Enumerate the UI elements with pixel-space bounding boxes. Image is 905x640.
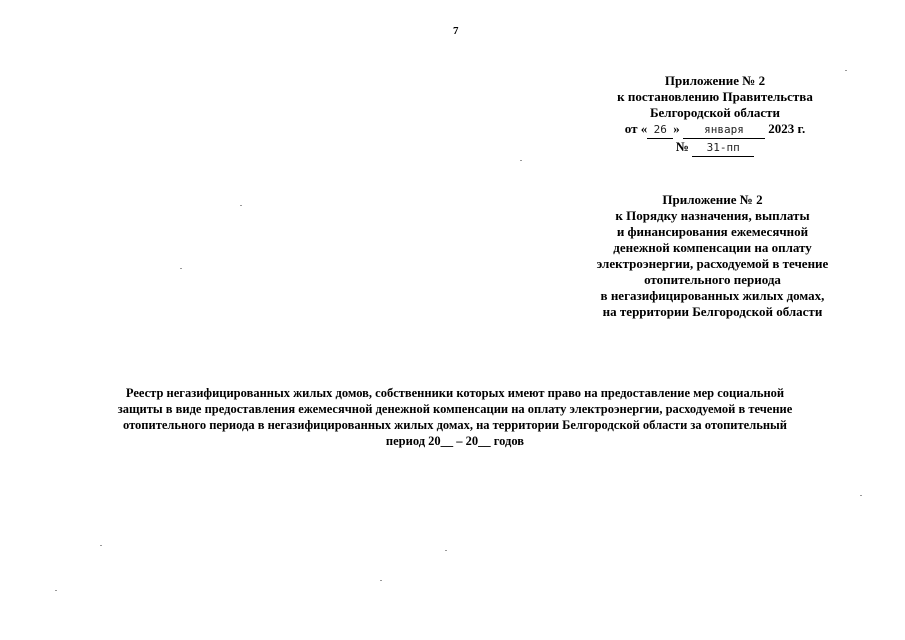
appendix-2-line: и финансирования ежемесячной — [616, 224, 809, 239]
registry-title-line: период 20__ – 20__ годов — [385, 434, 525, 448]
appendix-2-header — [570, 192, 855, 320]
appendix-2-line: Приложение № 2 — [662, 192, 763, 207]
page-number: 7 — [453, 25, 459, 37]
appendix-1-date-line — [590, 121, 840, 139]
registry-title-line: Реестр негазифицированных жилых домов, собственники которых имеют право на предоставление мер социальной — [125, 386, 785, 400]
number-handwritten: 31-пп — [692, 140, 754, 157]
appendix-1-header — [590, 73, 840, 157]
scan-speck — [55, 590, 57, 591]
date-year: 2023 г. — [768, 121, 806, 136]
date-prefix: от « — [624, 121, 648, 136]
date-day-handwritten: 26 — [647, 122, 673, 139]
scan-speck — [845, 70, 847, 71]
scan-speck — [380, 580, 382, 581]
registry-title — [40, 385, 870, 449]
appendix-1-to-decree: к постановлению Правительства — [617, 89, 813, 104]
appendix-2-line: на территории Белгородской области — [602, 304, 823, 319]
appendix-2-line: отопительного периода — [644, 272, 781, 287]
scan-speck — [445, 550, 447, 551]
scan-speck — [860, 495, 862, 496]
appendix-2-line: в негазифицированных жилых домах, — [600, 288, 825, 303]
scan-speck — [240, 205, 242, 206]
appendix-2-line: электроэнергии, расходуемой в течение — [596, 256, 829, 271]
scan-speck — [520, 160, 522, 161]
appendix-1-number-line — [590, 139, 840, 157]
number-prefix: № — [675, 139, 689, 154]
registry-title-line: защиты в виде предоставления ежемесячной денежной компенсации на оплату электроэнергии, расходуемой в течение — [117, 402, 793, 416]
scan-speck — [100, 545, 102, 546]
scan-speck — [180, 268, 182, 269]
appendix-1-title: Приложение № 2 — [664, 73, 766, 88]
date-mid: » — [673, 121, 680, 136]
appendix-2-line: к Порядку назначения, выплаты — [615, 208, 810, 223]
registry-title-line: отопительного периода в негазифицированных жилых домах, на территории Белгородской области за отопительный — [122, 418, 787, 432]
appendix-2-line: денежной компенсации на оплату — [613, 240, 812, 255]
date-month-handwritten: января — [683, 122, 765, 139]
appendix-1-region: Белгородской области — [649, 105, 781, 120]
